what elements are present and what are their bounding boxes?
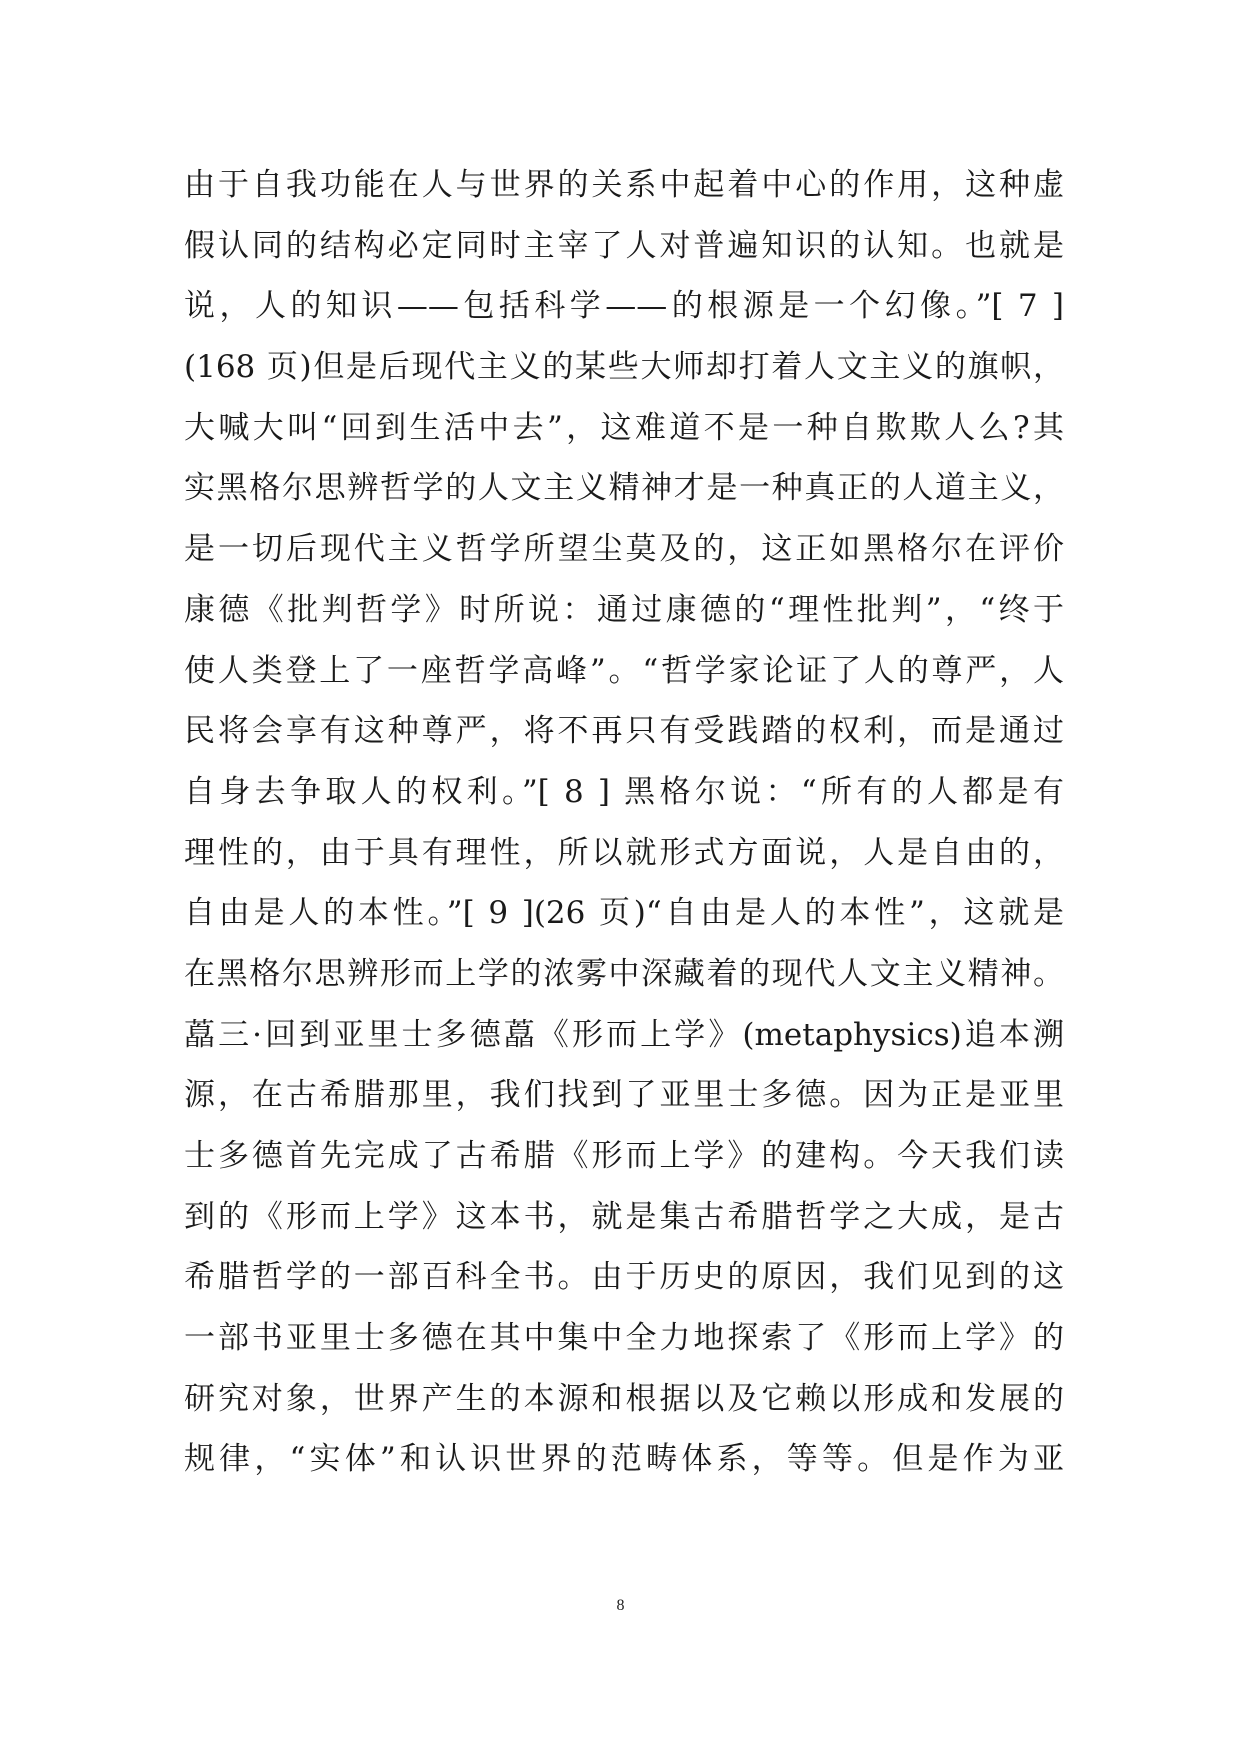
page-number: 8 [616,1597,625,1614]
text-line: 实黑格尔思辨哲学的人文主义精神才是一种真正的人道主义， [184,470,1064,507]
text-line: 自身去争取人的权利。”[ 8 ] 黑格尔说：“所有的人都是有 [184,773,1064,810]
text-line: 到的《形而上学》这本书，就是集古希腊哲学之大成，是古 [184,1198,1064,1235]
text-line: 士多德首先完成了古希腊《形而上学》的建构。今天我们读 [184,1138,1064,1174]
text-line: 理性的，由于具有理性，所以就形式方面说，人是自由的， [184,834,1064,871]
text-line: 希腊哲学的一部百科全书。由于历史的原因，我们见到的这 [184,1259,1064,1296]
text-line: 假认同的结构必定同时主宰了人对普遍知识的认知。也就是 [184,227,1064,264]
text-line: 说，人的知识——包括科学——的根源是一个幻像。”[ 7 ] [184,288,1064,325]
section-heading-line: 藠三·回到亚里士多德藠《形而上学》(metaphysics)追本溯 [184,1016,1064,1053]
text-line: 由于自我功能在人与世界的关系中起着中心的作用，这种虚 [184,167,1064,203]
text-line: 研究对象，世界产生的本源和根据以及它赖以形成和发展的 [184,1380,1064,1417]
text-line: 使人类登上了一座哲学高峰”。“哲学家论证了人的尊严，人 [184,652,1064,689]
text-line: 大喊大叫“回到生活中去”，这难道不是一种自欺欺人么?其 [184,409,1064,446]
text-line: 自由是人的本性。”[ 9 ](26 页)“自由是人的本性”，这就是 [184,895,1064,932]
text-line: 源，在古希腊那里，我们找到了亚里士多德。因为正是亚里 [184,1077,1064,1114]
text-line: (168 页)但是后现代主义的某些大师却打着人文主义的旗帜， [184,349,1064,386]
text-line: 康德《批判哲学》时所说：通过康德的“理性批判”，“终于 [184,591,1064,628]
text-line: 民将会享有这种尊严，将不再只有受践踏的权利，而是通过 [184,713,1064,750]
text-line: 在黑格尔思辨形而上学的浓雾中深藏着的现代人文主义精神。 [184,955,1064,992]
text-line: 规律，“实体”和认识世界的范畴体系，等等。但是作为亚 [184,1441,1064,1478]
text-line: 是一切后现代主义哲学所望尘莫及的，这正如黑格尔在评价 [184,531,1064,568]
body-text [184,155,1064,1490]
text-line: 一部书亚里士多德在其中集中全力地探索了《形而上学》的 [184,1320,1064,1357]
